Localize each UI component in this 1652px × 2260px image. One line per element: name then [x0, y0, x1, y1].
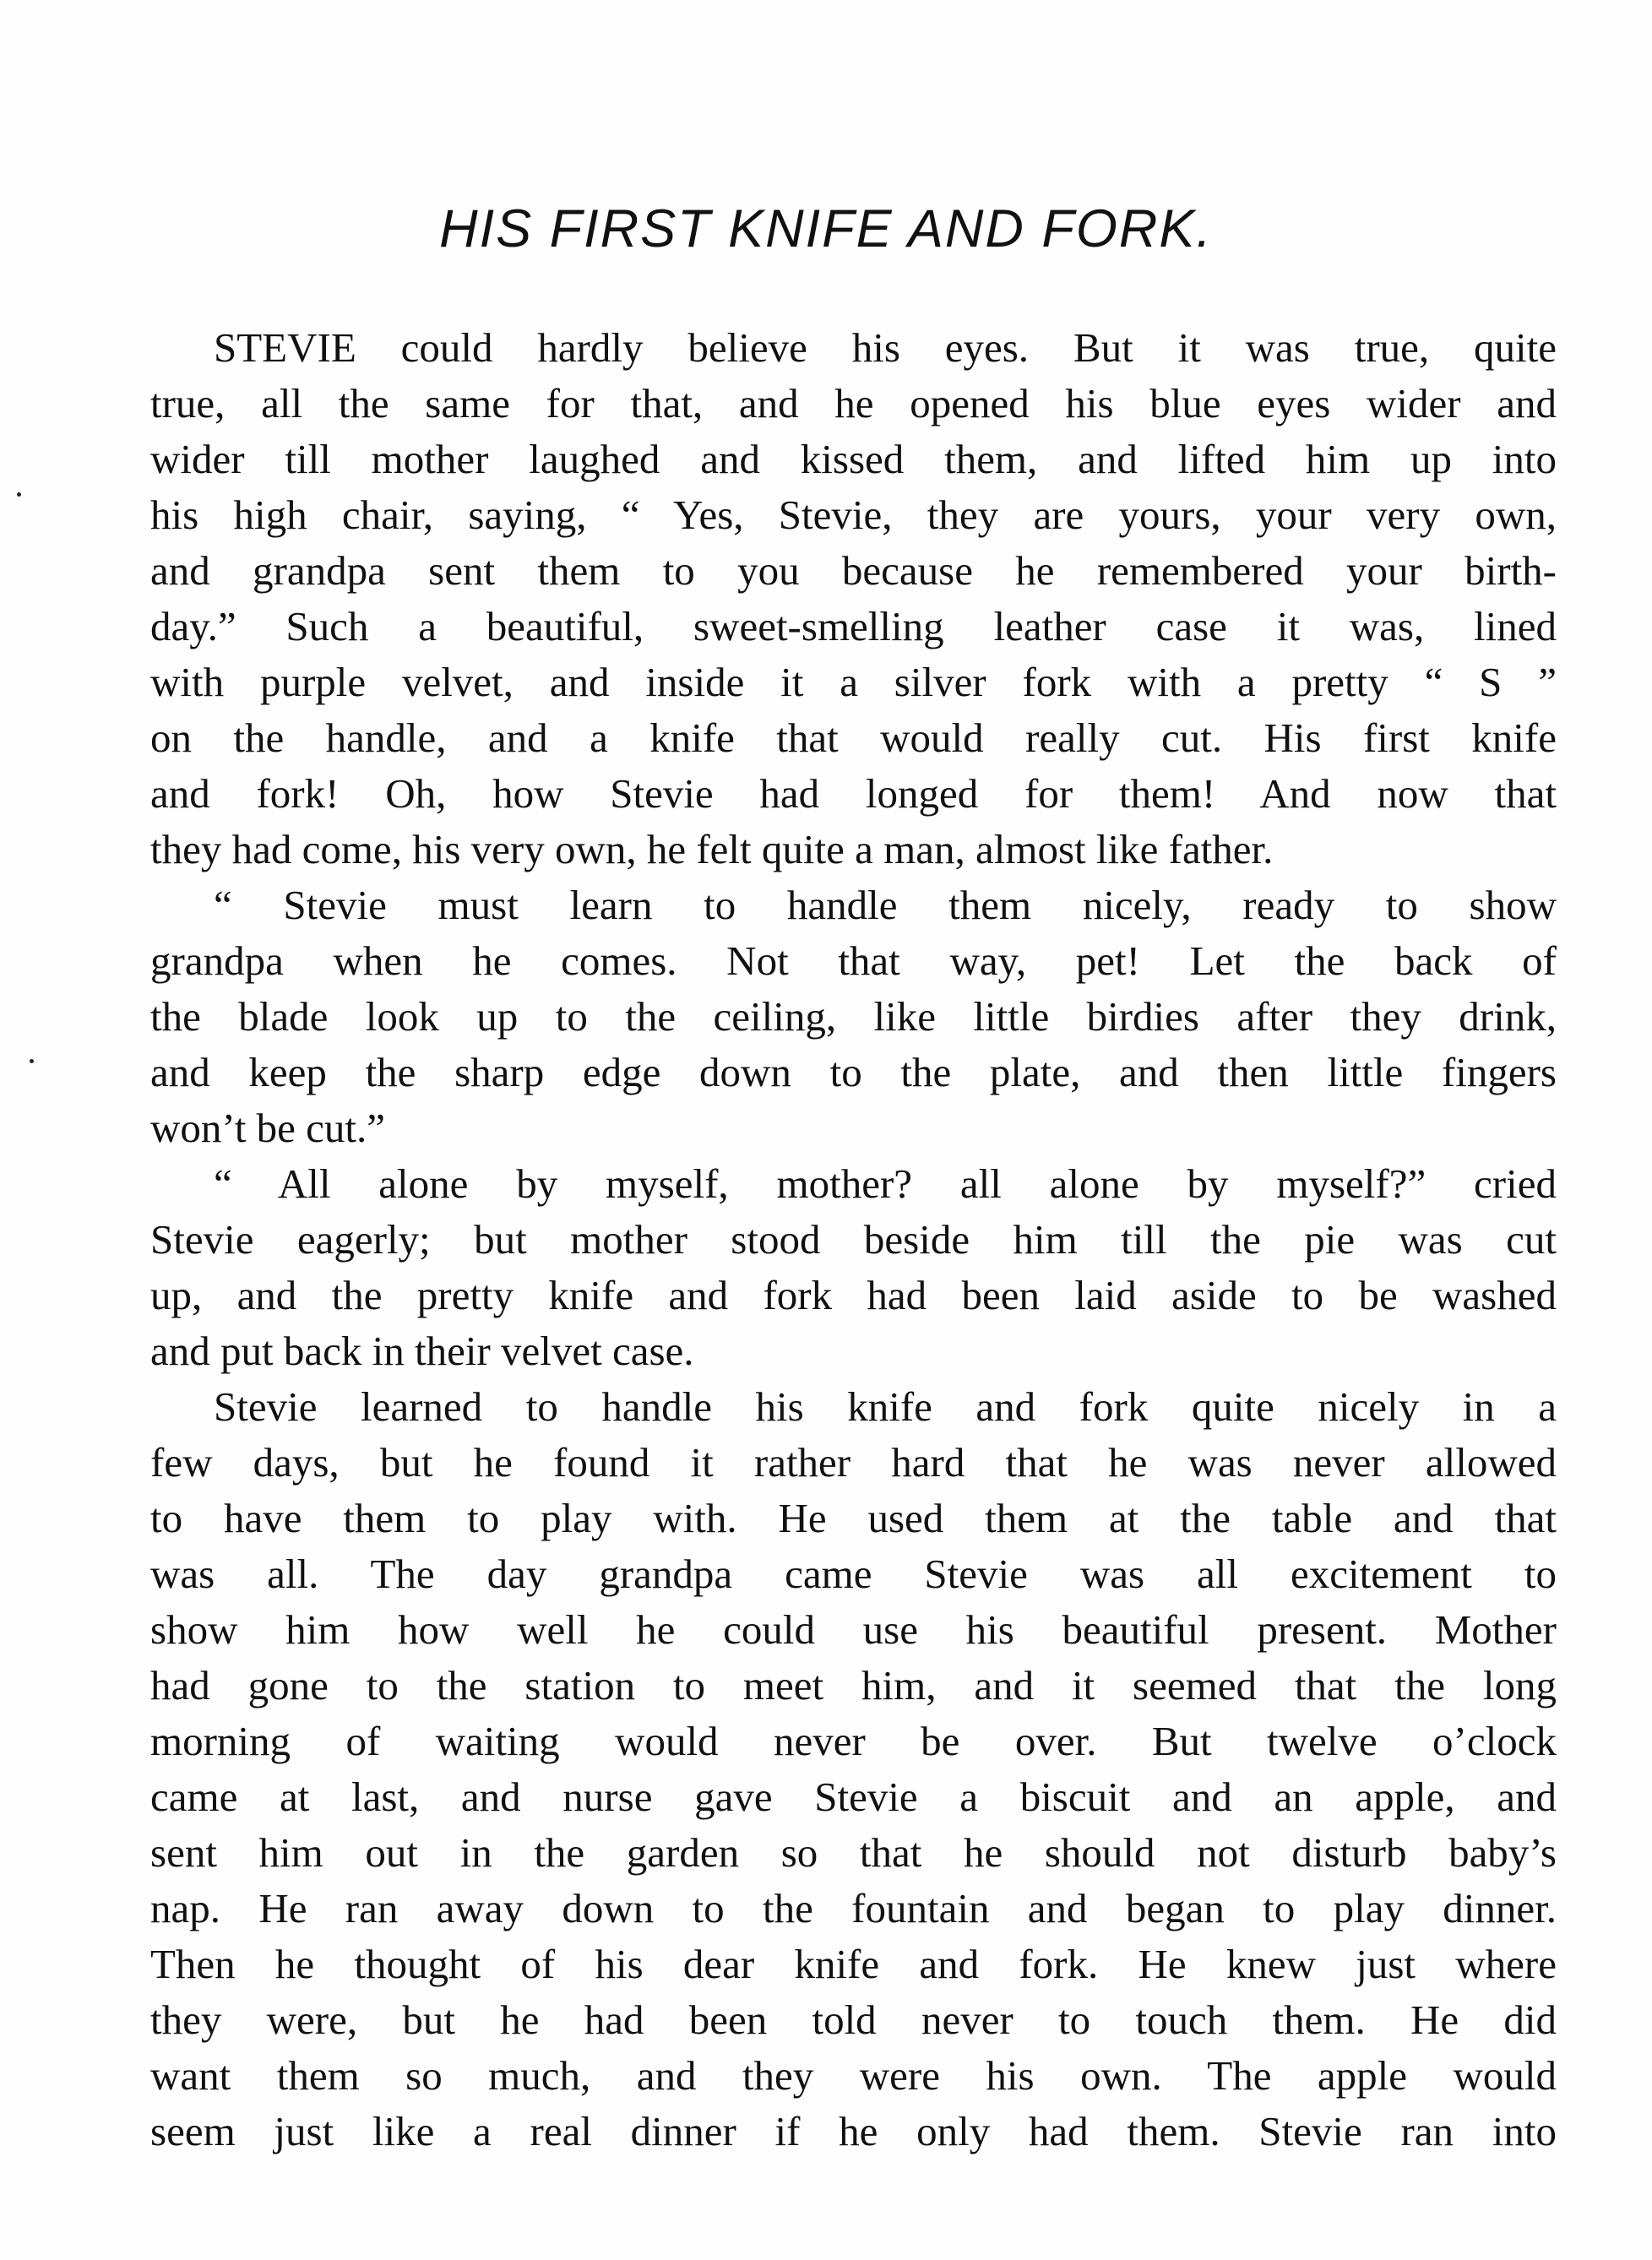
text-line: up, and the pretty knife and fork had been laid aside to be washed	[150, 1272, 1557, 1318]
text-line: few days, but he found it rather hard that he was never allowed	[150, 1439, 1557, 1486]
text-line: “ All alone by myself, mother? all alone by myself?” cried	[214, 1160, 1557, 1207]
text-line: to have them to play with. He used them at the table and that	[150, 1495, 1557, 1541]
text-line: came at last, and nurse gave Stevie a biscuit and an apple, and	[150, 1774, 1557, 1820]
text-line: sent him out in the garden so that he should not disturb baby’s	[150, 1829, 1557, 1876]
text-line: the blade look up to the ceiling, like little birdies after they drink,	[150, 993, 1557, 1040]
text-line: won’t be cut.”	[150, 1105, 386, 1151]
text-line: on the handle, and a knife that would really cut. His first knife	[150, 714, 1557, 761]
text-line: Stevie learned to handle his knife and fork quite nicely in a	[214, 1383, 1557, 1430]
text-line: and put back in their velvet case.	[150, 1328, 694, 1374]
text-line: Stevie eagerly; but mother stood beside him till the pie was cut	[150, 1216, 1557, 1263]
text-line: and keep the sharp edge down to the plate, and then little fingers	[150, 1049, 1557, 1095]
text-line: grandpa when he comes. Not that way, pet! Let the back of	[150, 937, 1557, 984]
ink-speck	[17, 492, 21, 497]
text-line: STEVIE could hardly believe his eyes. But it was true, quite	[214, 324, 1557, 371]
body-text	[150, 320, 1557, 2159]
text-line: day.” Such a beautiful, sweet-smelling leather case it was, lined	[150, 603, 1557, 649]
text-line: nap. He ran away down to the fountain and began to play dinner.	[150, 1885, 1557, 1931]
text-line: his high chair, saying, “ Yes, Stevie, they are yours, your very own,	[150, 492, 1557, 538]
page-title: HIS FIRST KNIFE AND FORK.	[439, 199, 1213, 258]
text-line: was all. The day grandpa came Stevie was all excitement to	[150, 1551, 1557, 1597]
text-line: “ Stevie must learn to handle them nicely, ready to show	[214, 882, 1557, 928]
text-line: had gone to the station to meet him, and it seemed that the long	[150, 1662, 1557, 1709]
text-line: true, all the same for that, and he opened his blue eyes wider and	[150, 380, 1557, 426]
text-line: Then he thought of his dear knife and fork. He knew just where	[150, 1941, 1557, 1987]
text-line: show him how well he could use his beautiful present. Mother	[150, 1606, 1557, 1653]
text-line: with purple velvet, and inside it a silver fork with a pretty “ S ”	[150, 659, 1557, 705]
text-line: and grandpa sent them to you because he remembered your birth-	[150, 547, 1557, 594]
text-line: want them so much, and they were his own. The apple would	[150, 2052, 1557, 2099]
text-line: seem just like a real dinner if he only had them. Stevie ran into	[150, 2108, 1557, 2154]
text-line: they had come, his very own, he felt quite a man, almost like father.	[150, 826, 1274, 872]
text-line: they were, but he had been told never to touch them. He did	[150, 1997, 1557, 2043]
text-line: wider till mother laughed and kissed them, and lifted him up into	[150, 436, 1557, 482]
ink-speck	[30, 1059, 34, 1063]
text-line: and fork! Oh, how Stevie had longed for them! And now that	[150, 770, 1557, 817]
text-line: morning of waiting would never be over. But twelve o’clock	[150, 1718, 1557, 1764]
